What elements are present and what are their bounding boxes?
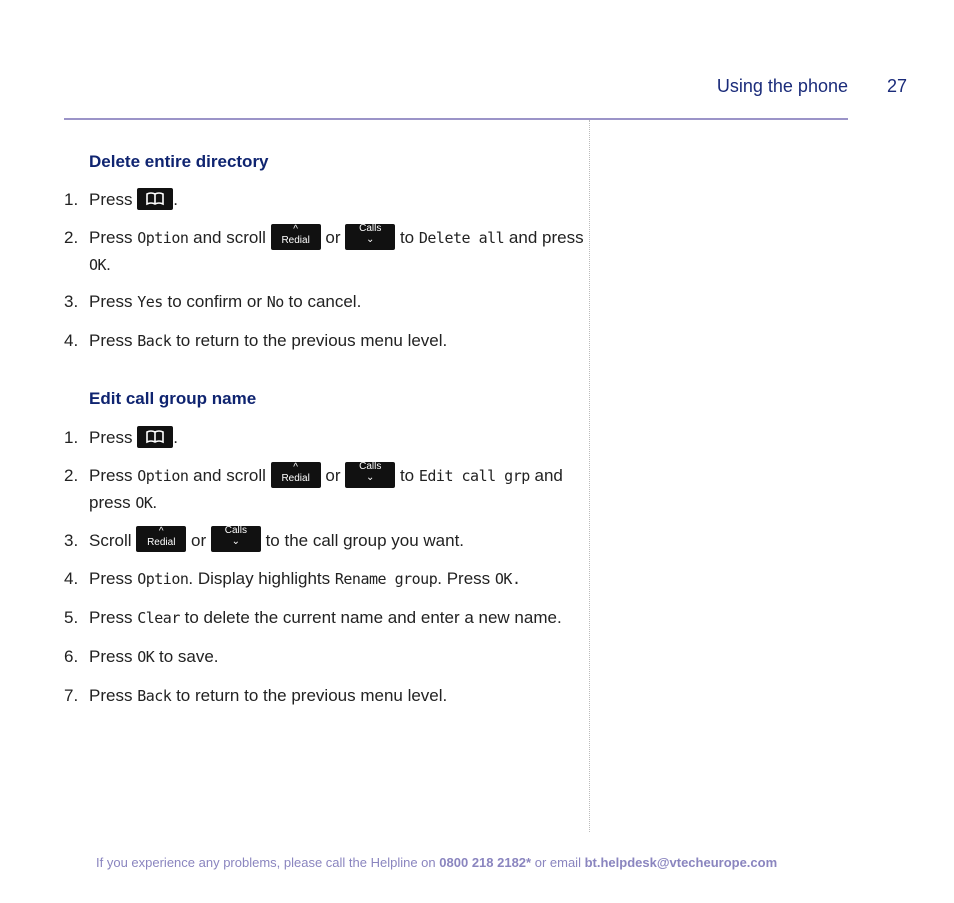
redial-up-key-icon: ^ Redial bbox=[271, 462, 321, 488]
footer-helpline: If you experience any problems, please call the Helpline on 0800 218 2182* or email bt.helpdesk@vtecheurope.com bbox=[96, 855, 778, 870]
step: 1. Press . bbox=[64, 425, 584, 450]
step: 1. Press . bbox=[64, 187, 584, 212]
helpline-number: 0800 218 2182* bbox=[439, 855, 532, 870]
redial-up-key-icon: ^ Redial bbox=[271, 224, 321, 250]
phonebook-key-icon bbox=[137, 426, 173, 448]
helpdesk-email: bt.helpdesk@vtecheurope.com bbox=[584, 855, 778, 870]
step: 7. Press Back to return to the previous menu level. bbox=[64, 686, 448, 706]
step: 5. Press Clear to delete the current name and enter a new name. bbox=[64, 608, 562, 628]
header-section: Using the phone bbox=[716, 76, 848, 96]
calls-down-key-icon: Calls ⌄ bbox=[345, 224, 395, 250]
header-rule bbox=[64, 118, 848, 120]
step: 2. Press Option and scroll ^ Redial or Calls ⌄ to Edit call grp and press OK. bbox=[64, 460, 563, 512]
section-title-delete-directory: Delete entire directory bbox=[89, 152, 269, 171]
phonebook-key-icon bbox=[137, 188, 173, 210]
section-title-edit-call-group: Edit call group name bbox=[89, 389, 257, 408]
redial-up-key-icon: ^ Redial bbox=[136, 526, 186, 552]
step: 2. Press Option and scroll ^ Redial or Calls ⌄ to Delete all and press OK. bbox=[64, 222, 584, 274]
calls-down-key-icon: Calls ⌄ bbox=[211, 526, 261, 552]
page-number: 27 bbox=[887, 76, 908, 96]
column-divider bbox=[589, 120, 590, 832]
steps-edit-call-group bbox=[64, 425, 584, 709]
step: 4. Press Back to return to the previous menu level. bbox=[64, 330, 448, 350]
step: 4. Press Option. Display highlights Rename group. Press OK. bbox=[64, 569, 521, 589]
calls-down-key-icon: Calls ⌄ bbox=[345, 462, 395, 488]
step: 6. Press OK to save. bbox=[64, 647, 219, 667]
step: 3. Press Yes to confirm or No to cancel. bbox=[64, 291, 362, 311]
step: 3. Scroll ^ Redial or Calls ⌄ to the call group you want. bbox=[64, 528, 584, 555]
steps-delete-directory bbox=[64, 187, 584, 354]
